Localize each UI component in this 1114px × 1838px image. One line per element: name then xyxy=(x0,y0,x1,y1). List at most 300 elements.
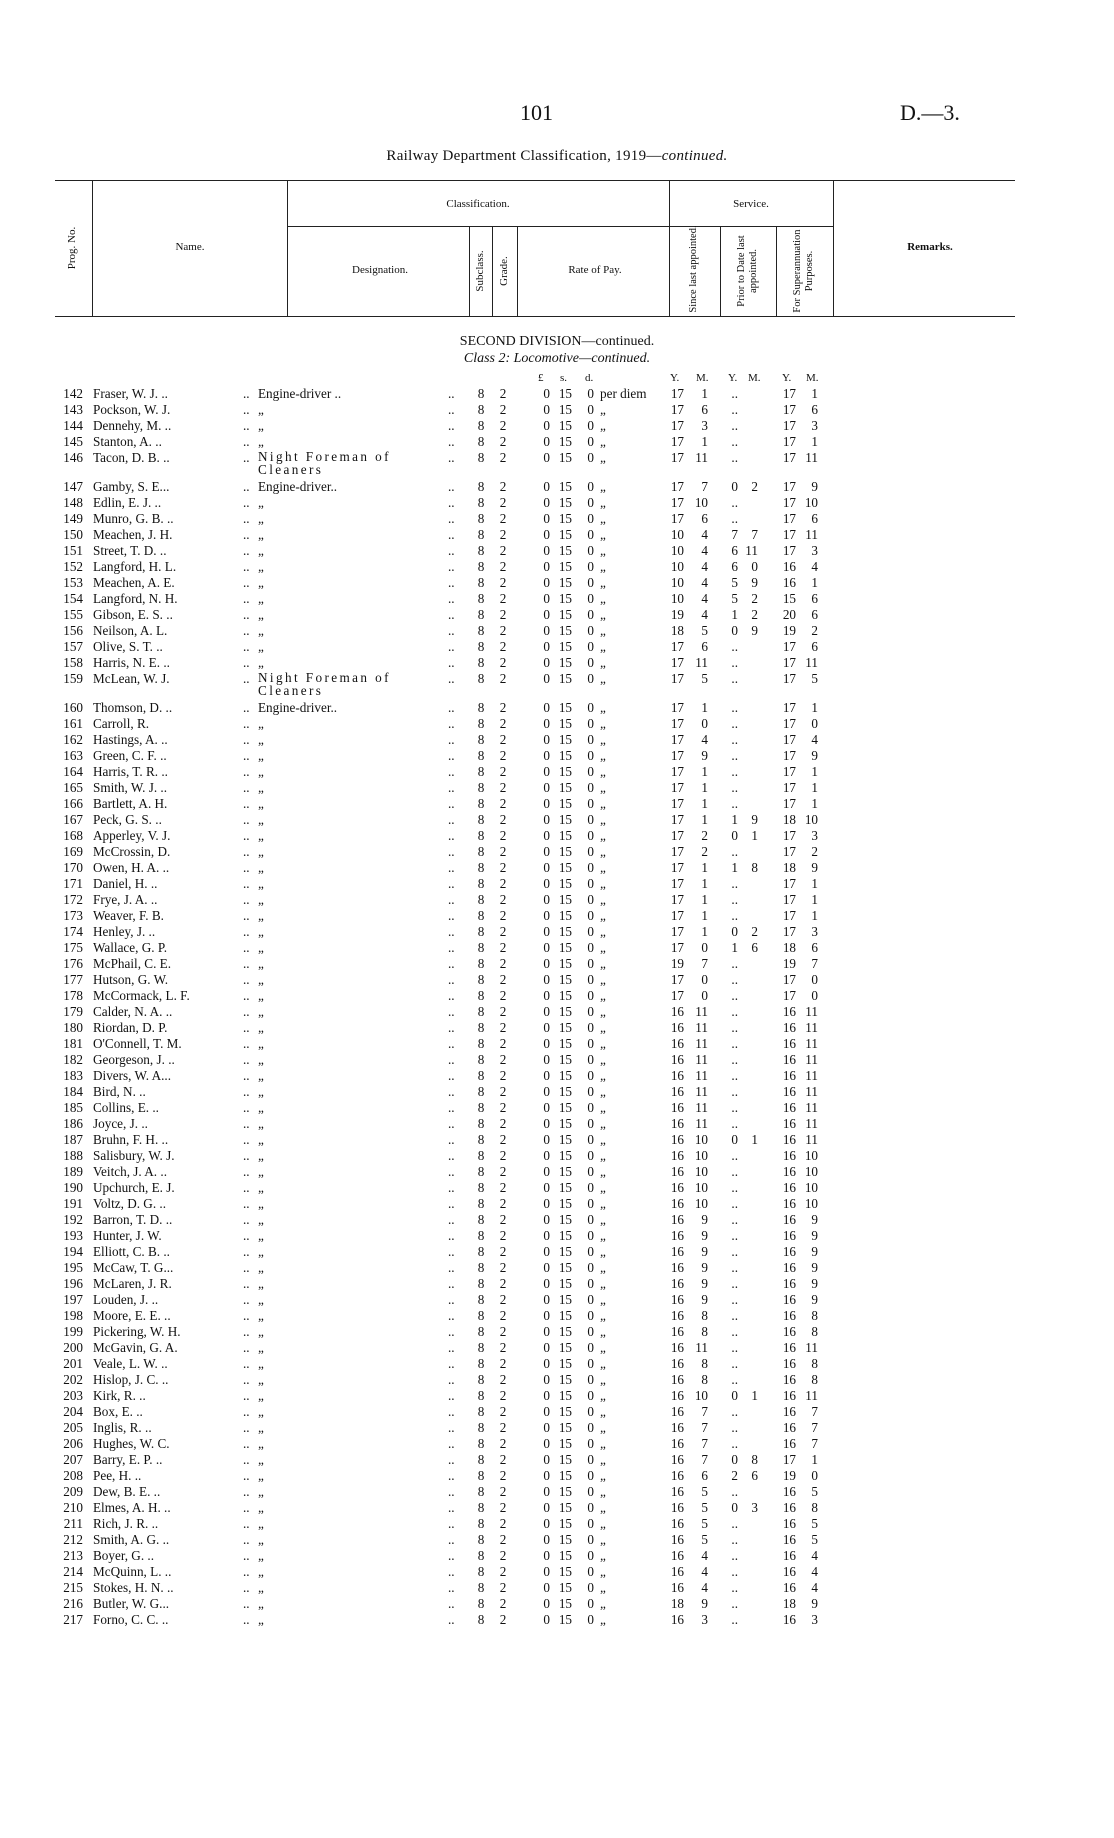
row-designation: „ xyxy=(258,511,264,526)
row-super-years: 18 xyxy=(782,940,796,955)
row-pay-shillings: 15 xyxy=(558,402,572,417)
row-grade: 2 xyxy=(499,1068,507,1083)
row-leader: .. xyxy=(448,908,455,923)
row-pay-shillings: 15 xyxy=(558,495,572,510)
row-since-years: 16 xyxy=(670,1452,684,1467)
row-pay-pence: 0 xyxy=(587,1292,594,1307)
row-super-months: 11 xyxy=(805,1036,818,1051)
table-row xyxy=(0,1228,1114,1244)
row-super-months: 11 xyxy=(805,450,818,465)
row-pay-period: „ xyxy=(600,543,606,558)
row-pay-pence: 0 xyxy=(587,1164,594,1179)
row-pay-pence: 0 xyxy=(587,1404,594,1419)
row-pay-shillings: 15 xyxy=(558,559,572,574)
row-leader: .. xyxy=(448,972,455,987)
row-prior-years: .. xyxy=(731,418,738,433)
row-designation: „ xyxy=(258,1500,264,1515)
row-since-years: 17 xyxy=(670,700,684,715)
row-prog-no: 154 xyxy=(63,591,83,606)
row-name: Olive, S. T. .. xyxy=(93,639,163,654)
row-pay-period: „ xyxy=(600,1548,606,1563)
row-prior-years: .. xyxy=(731,1196,738,1211)
row-prior-years: .. xyxy=(731,1404,738,1419)
row-designation: Engine-driver .. xyxy=(258,386,342,401)
row-pay-pence: 0 xyxy=(587,1116,594,1131)
row-designation: „ xyxy=(258,655,264,670)
row-since-months: 7 xyxy=(701,1404,708,1419)
row-prog-no: 210 xyxy=(63,1500,83,1515)
table-row xyxy=(0,1196,1114,1212)
row-since-years: 17 xyxy=(670,479,684,494)
row-leader: .. xyxy=(243,732,250,747)
row-subclass: 8 xyxy=(477,940,485,955)
row-super-years: 17 xyxy=(782,386,796,401)
row-leader: .. xyxy=(448,495,455,510)
table-row xyxy=(0,1484,1114,1500)
row-super-years: 16 xyxy=(782,575,796,590)
row-name: Forno, C. C. .. xyxy=(93,1612,169,1627)
row-super-years: 17 xyxy=(782,479,796,494)
row-pay-pence: 0 xyxy=(587,1596,594,1611)
table-row xyxy=(0,527,1114,543)
row-since-months: 7 xyxy=(701,479,708,494)
row-super-years: 16 xyxy=(782,1116,796,1131)
row-super-years: 16 xyxy=(782,1276,796,1291)
header-name: Name. xyxy=(175,241,205,253)
row-grade: 2 xyxy=(499,1132,507,1147)
row-prior-years: .. xyxy=(731,1484,738,1499)
row-grade: 2 xyxy=(499,1260,507,1275)
row-pay-pounds: 0 xyxy=(543,1532,550,1547)
row-pay-shillings: 15 xyxy=(558,527,572,542)
table-row xyxy=(0,876,1114,892)
row-prog-no: 204 xyxy=(63,1404,83,1419)
row-subclass: 8 xyxy=(477,1468,485,1483)
row-pay-shillings: 15 xyxy=(558,1292,572,1307)
row-since-months: 8 xyxy=(701,1324,708,1339)
row-pay-period: „ xyxy=(600,812,606,827)
row-leader: .. xyxy=(243,1068,250,1083)
row-pay-pence: 0 xyxy=(587,671,594,686)
row-prior-years: .. xyxy=(731,495,738,510)
row-pay-period: „ xyxy=(600,1436,606,1451)
row-super-months: 6 xyxy=(811,639,818,654)
row-prog-no: 187 xyxy=(63,1132,83,1147)
row-pay-pounds: 0 xyxy=(543,418,550,433)
row-pay-pounds: 0 xyxy=(543,1500,550,1515)
row-pay-pence: 0 xyxy=(587,1084,594,1099)
row-subclass: 8 xyxy=(477,876,485,891)
row-leader: .. xyxy=(243,1356,250,1371)
row-leader: .. xyxy=(243,1164,250,1179)
row-pay-pounds: 0 xyxy=(543,956,550,971)
row-pay-pence: 0 xyxy=(587,559,594,574)
row-pay-pounds: 0 xyxy=(543,860,550,875)
row-pay-shillings: 15 xyxy=(558,844,572,859)
row-since-years: 17 xyxy=(670,796,684,811)
row-super-months: 1 xyxy=(811,876,818,891)
row-designation: „ xyxy=(258,1292,264,1307)
row-leader: .. xyxy=(243,671,250,686)
row-prog-no: 149 xyxy=(63,511,83,526)
row-designation: „ xyxy=(258,1612,264,1627)
row-pay-shillings: 15 xyxy=(558,732,572,747)
row-pay-shillings: 15 xyxy=(558,1180,572,1195)
row-subclass: 8 xyxy=(477,892,485,907)
row-pay-pounds: 0 xyxy=(543,1356,550,1371)
row-since-years: 16 xyxy=(670,1388,684,1403)
row-designation: „ xyxy=(258,559,264,574)
row-since-years: 17 xyxy=(670,812,684,827)
row-subclass: 8 xyxy=(477,543,485,558)
row-subclass: 8 xyxy=(477,1084,485,1099)
row-pay-pounds: 0 xyxy=(543,575,550,590)
row-pay-period: „ xyxy=(600,527,606,542)
row-super-months: 5 xyxy=(811,1516,818,1531)
row-leader: .. xyxy=(448,924,455,939)
row-since-months: 6 xyxy=(701,402,708,417)
row-super-months: 3 xyxy=(811,1612,818,1627)
row-prior-years: .. xyxy=(731,844,738,859)
row-leader: .. xyxy=(243,1244,250,1259)
row-leader: .. xyxy=(448,511,455,526)
row-leader: .. xyxy=(448,1116,455,1131)
row-leader: .. xyxy=(243,450,250,465)
row-since-years: 16 xyxy=(670,1340,684,1355)
row-prog-no: 209 xyxy=(63,1484,83,1499)
row-since-years: 17 xyxy=(670,450,684,465)
row-pay-pounds: 0 xyxy=(543,1308,550,1323)
row-prog-no: 179 xyxy=(63,1004,83,1019)
row-subclass: 8 xyxy=(477,450,485,465)
row-subclass: 8 xyxy=(477,639,485,654)
row-pay-pounds: 0 xyxy=(543,1004,550,1019)
row-grade: 2 xyxy=(499,623,507,638)
row-super-months: 0 xyxy=(811,716,818,731)
row-since-years: 16 xyxy=(670,1260,684,1275)
row-pay-period: „ xyxy=(600,1276,606,1291)
row-leader: .. xyxy=(448,543,455,558)
row-super-months: 8 xyxy=(811,1500,818,1515)
row-super-years: 17 xyxy=(782,402,796,417)
row-super-months: 1 xyxy=(811,434,818,449)
row-since-months: 9 xyxy=(701,1596,708,1611)
row-since-years: 16 xyxy=(670,1180,684,1195)
row-super-years: 16 xyxy=(782,1196,796,1211)
row-leader: .. xyxy=(448,418,455,433)
table-row xyxy=(0,828,1114,844)
row-pay-period: „ xyxy=(600,418,606,433)
row-name: Louden, J. .. xyxy=(93,1292,159,1307)
row-super-years: 16 xyxy=(782,1548,796,1563)
row-subclass: 8 xyxy=(477,1308,485,1323)
row-prog-no: 183 xyxy=(63,1068,83,1083)
row-grade: 2 xyxy=(499,1292,507,1307)
row-super-years: 19 xyxy=(782,956,796,971)
row-leader: .. xyxy=(243,860,250,875)
row-super-years: 16 xyxy=(782,1292,796,1307)
row-leader: .. xyxy=(448,1052,455,1067)
table-row xyxy=(0,1036,1114,1052)
row-leader: .. xyxy=(243,1500,250,1515)
row-leader: .. xyxy=(243,1084,250,1099)
row-since-years: 16 xyxy=(670,1276,684,1291)
row-leader: .. xyxy=(243,1148,250,1163)
row-pay-pounds: 0 xyxy=(543,1180,550,1195)
row-pay-period: „ xyxy=(600,1500,606,1515)
row-pay-pence: 0 xyxy=(587,940,594,955)
row-grade: 2 xyxy=(499,402,507,417)
document-reference: D.—3. xyxy=(900,100,960,125)
row-pay-pounds: 0 xyxy=(543,1132,550,1147)
row-pay-pounds: 0 xyxy=(543,748,550,763)
row-super-months: 3 xyxy=(811,543,818,558)
row-pay-period: „ xyxy=(600,559,606,574)
row-name: McCaw, T. G... xyxy=(93,1260,174,1275)
row-name: Harris, N. E. .. xyxy=(93,655,170,670)
row-prior-years: 6 xyxy=(731,559,738,574)
row-pay-pounds: 0 xyxy=(543,1068,550,1083)
row-since-years: 16 xyxy=(670,1404,684,1419)
row-pay-period: „ xyxy=(600,1612,606,1627)
row-grade: 2 xyxy=(499,940,507,955)
row-since-months: 4 xyxy=(701,559,708,574)
row-since-years: 16 xyxy=(670,1132,684,1147)
row-super-years: 16 xyxy=(782,1020,796,1035)
table-row xyxy=(0,655,1114,671)
row-since-years: 17 xyxy=(670,434,684,449)
row-since-years: 16 xyxy=(670,1324,684,1339)
row-prior-years: .. xyxy=(731,1212,738,1227)
row-super-months: 5 xyxy=(811,1484,818,1499)
row-since-months: 7 xyxy=(701,1420,708,1435)
row-subclass: 8 xyxy=(477,1116,485,1131)
table-row xyxy=(0,1596,1114,1612)
row-pay-pence: 0 xyxy=(587,418,594,433)
row-super-months: 1 xyxy=(811,575,818,590)
header-bottom-rule xyxy=(55,316,1015,317)
row-designation: „ xyxy=(258,716,264,731)
row-prior-months: 0 xyxy=(751,559,758,574)
row-super-years: 17 xyxy=(782,700,796,715)
row-pay-period: „ xyxy=(600,700,606,715)
row-pay-shillings: 15 xyxy=(558,1308,572,1323)
table-row xyxy=(0,748,1114,764)
row-super-months: 4 xyxy=(811,732,818,747)
unit-years: Y. xyxy=(728,372,738,384)
row-pay-pounds: 0 xyxy=(543,1036,550,1051)
row-leader: .. xyxy=(448,386,455,401)
row-pay-period: „ xyxy=(600,1468,606,1483)
row-super-months: 2 xyxy=(811,844,818,859)
classification-rule xyxy=(287,226,669,227)
row-super-months: 7 xyxy=(811,1420,818,1435)
row-prog-no: 184 xyxy=(63,1084,83,1099)
row-super-months: 6 xyxy=(811,940,818,955)
row-prog-no: 199 xyxy=(63,1324,83,1339)
row-pay-shillings: 15 xyxy=(558,511,572,526)
row-prior-years: .. xyxy=(731,1340,738,1355)
row-pay-pence: 0 xyxy=(587,764,594,779)
row-prog-no: 190 xyxy=(63,1180,83,1195)
col-divider xyxy=(492,226,493,316)
row-leader: .. xyxy=(448,1020,455,1035)
row-pay-period: „ xyxy=(600,1420,606,1435)
row-since-years: 16 xyxy=(670,1228,684,1243)
row-name: Stanton, A. .. xyxy=(93,434,162,449)
row-pay-shillings: 15 xyxy=(558,655,572,670)
row-designation: „ xyxy=(258,1228,264,1243)
row-super-months: 0 xyxy=(811,972,818,987)
row-prior-years: .. xyxy=(731,732,738,747)
row-prog-no: 185 xyxy=(63,1100,83,1115)
row-super-months: 10 xyxy=(804,1180,818,1195)
row-pay-pence: 0 xyxy=(587,543,594,558)
row-prior-years: .. xyxy=(731,1324,738,1339)
row-pay-period: „ xyxy=(600,1132,606,1147)
row-super-months: 10 xyxy=(804,495,818,510)
row-leader: .. xyxy=(243,639,250,654)
row-super-months: 10 xyxy=(804,1164,818,1179)
row-since-years: 16 xyxy=(670,1468,684,1483)
row-prog-no: 167 xyxy=(63,812,83,827)
row-name: Munro, G. B. .. xyxy=(93,511,174,526)
row-leader: .. xyxy=(243,386,250,401)
row-designation: „ xyxy=(258,1356,264,1371)
row-pay-pounds: 0 xyxy=(543,1340,550,1355)
row-leader: .. xyxy=(448,844,455,859)
row-name: Upchurch, E. J. xyxy=(93,1180,175,1195)
row-leader: .. xyxy=(448,1516,455,1531)
row-subclass: 8 xyxy=(477,511,485,526)
row-pay-pounds: 0 xyxy=(543,1164,550,1179)
row-name: Fraser, W. J. .. xyxy=(93,386,168,401)
row-pay-period: „ xyxy=(600,956,606,971)
row-pay-pounds: 0 xyxy=(543,1052,550,1067)
row-prior-years: 0 xyxy=(731,1452,738,1467)
table-row xyxy=(0,1516,1114,1532)
row-super-years: 17 xyxy=(782,732,796,747)
row-prior-years: 2 xyxy=(731,1468,738,1483)
row-designation: „ xyxy=(258,1164,264,1179)
table-row xyxy=(0,860,1114,876)
row-prior-years: .. xyxy=(731,639,738,654)
row-pay-pounds: 0 xyxy=(543,1404,550,1419)
row-pay-shillings: 15 xyxy=(558,1404,572,1419)
row-super-years: 16 xyxy=(782,1564,796,1579)
row-grade: 2 xyxy=(499,700,507,715)
row-prog-no: 142 xyxy=(63,386,83,401)
row-since-months: 1 xyxy=(701,812,708,827)
row-since-years: 16 xyxy=(670,1244,684,1259)
table-row xyxy=(0,1468,1114,1484)
row-super-months: 11 xyxy=(805,1100,818,1115)
row-prog-no: 176 xyxy=(63,956,83,971)
row-leader: .. xyxy=(448,860,455,875)
row-super-months: 7 xyxy=(811,1404,818,1419)
table-row xyxy=(0,1612,1114,1628)
row-name: Pickering, W. H. xyxy=(93,1324,181,1339)
row-prior-months: 9 xyxy=(751,812,758,827)
row-super-years: 17 xyxy=(782,450,796,465)
row-pay-pounds: 0 xyxy=(543,1084,550,1099)
row-prog-no: 171 xyxy=(63,876,83,891)
row-super-years: 17 xyxy=(782,543,796,558)
row-prior-months: 7 xyxy=(751,527,758,542)
row-pay-pounds: 0 xyxy=(543,1580,550,1595)
row-prior-years: .. xyxy=(731,972,738,987)
row-since-months: 3 xyxy=(701,1612,708,1627)
row-grade: 2 xyxy=(499,1532,507,1547)
row-name: Elliott, C. B. .. xyxy=(93,1244,170,1259)
row-since-months: 0 xyxy=(701,988,708,1003)
row-since-months: 5 xyxy=(701,1532,708,1547)
row-pay-period: „ xyxy=(600,639,606,654)
row-name: Bartlett, A. H. xyxy=(93,796,168,811)
row-leader: .. xyxy=(448,607,455,622)
row-since-years: 17 xyxy=(670,844,684,859)
row-pay-period: „ xyxy=(600,1036,606,1051)
row-grade: 2 xyxy=(499,812,507,827)
row-pay-pence: 0 xyxy=(587,844,594,859)
row-super-months: 5 xyxy=(811,671,818,686)
row-prog-no: 193 xyxy=(63,1228,83,1243)
row-since-years: 16 xyxy=(670,1420,684,1435)
col-divider xyxy=(720,226,721,316)
row-pay-shillings: 15 xyxy=(558,1244,572,1259)
row-super-months: 3 xyxy=(811,828,818,843)
row-leader: .. xyxy=(243,796,250,811)
row-pay-pence: 0 xyxy=(587,972,594,987)
row-prog-no: 203 xyxy=(63,1388,83,1403)
row-super-years: 16 xyxy=(782,1164,796,1179)
row-name: McCormack, L. F. xyxy=(93,988,190,1003)
table-row xyxy=(0,559,1114,575)
row-name: Bruhn, F. H. .. xyxy=(93,1132,169,1147)
row-leader: .. xyxy=(448,732,455,747)
row-since-years: 16 xyxy=(670,1052,684,1067)
row-leader: .. xyxy=(243,924,250,939)
row-pay-period: „ xyxy=(600,716,606,731)
row-prior-years: .. xyxy=(731,1020,738,1035)
row-prior-years: 0 xyxy=(731,1388,738,1403)
row-subclass: 8 xyxy=(477,434,485,449)
row-prior-years: .. xyxy=(731,892,738,907)
row-leader: .. xyxy=(448,1580,455,1595)
row-subclass: 8 xyxy=(477,402,485,417)
row-since-months: 6 xyxy=(701,639,708,654)
table-row xyxy=(0,1212,1114,1228)
row-pay-period: „ xyxy=(600,450,606,465)
row-subclass: 8 xyxy=(477,1500,485,1515)
row-super-months: 4 xyxy=(811,1580,818,1595)
row-prior-months: 2 xyxy=(751,924,758,939)
row-name: McPhail, C. E. xyxy=(93,956,172,971)
class-title xyxy=(0,351,1114,367)
row-super-months: 4 xyxy=(811,1564,818,1579)
row-subclass: 8 xyxy=(477,1020,485,1035)
row-pay-period: „ xyxy=(600,732,606,747)
row-pay-shillings: 15 xyxy=(558,748,572,763)
row-pay-period: „ xyxy=(600,1100,606,1115)
row-super-years: 16 xyxy=(782,1388,796,1403)
row-super-years: 17 xyxy=(782,876,796,891)
table-row xyxy=(0,386,1114,402)
row-super-years: 16 xyxy=(782,1340,796,1355)
row-name: Veale, L. W. .. xyxy=(93,1356,168,1371)
row-pay-pounds: 0 xyxy=(543,671,550,686)
col-divider xyxy=(776,226,777,316)
